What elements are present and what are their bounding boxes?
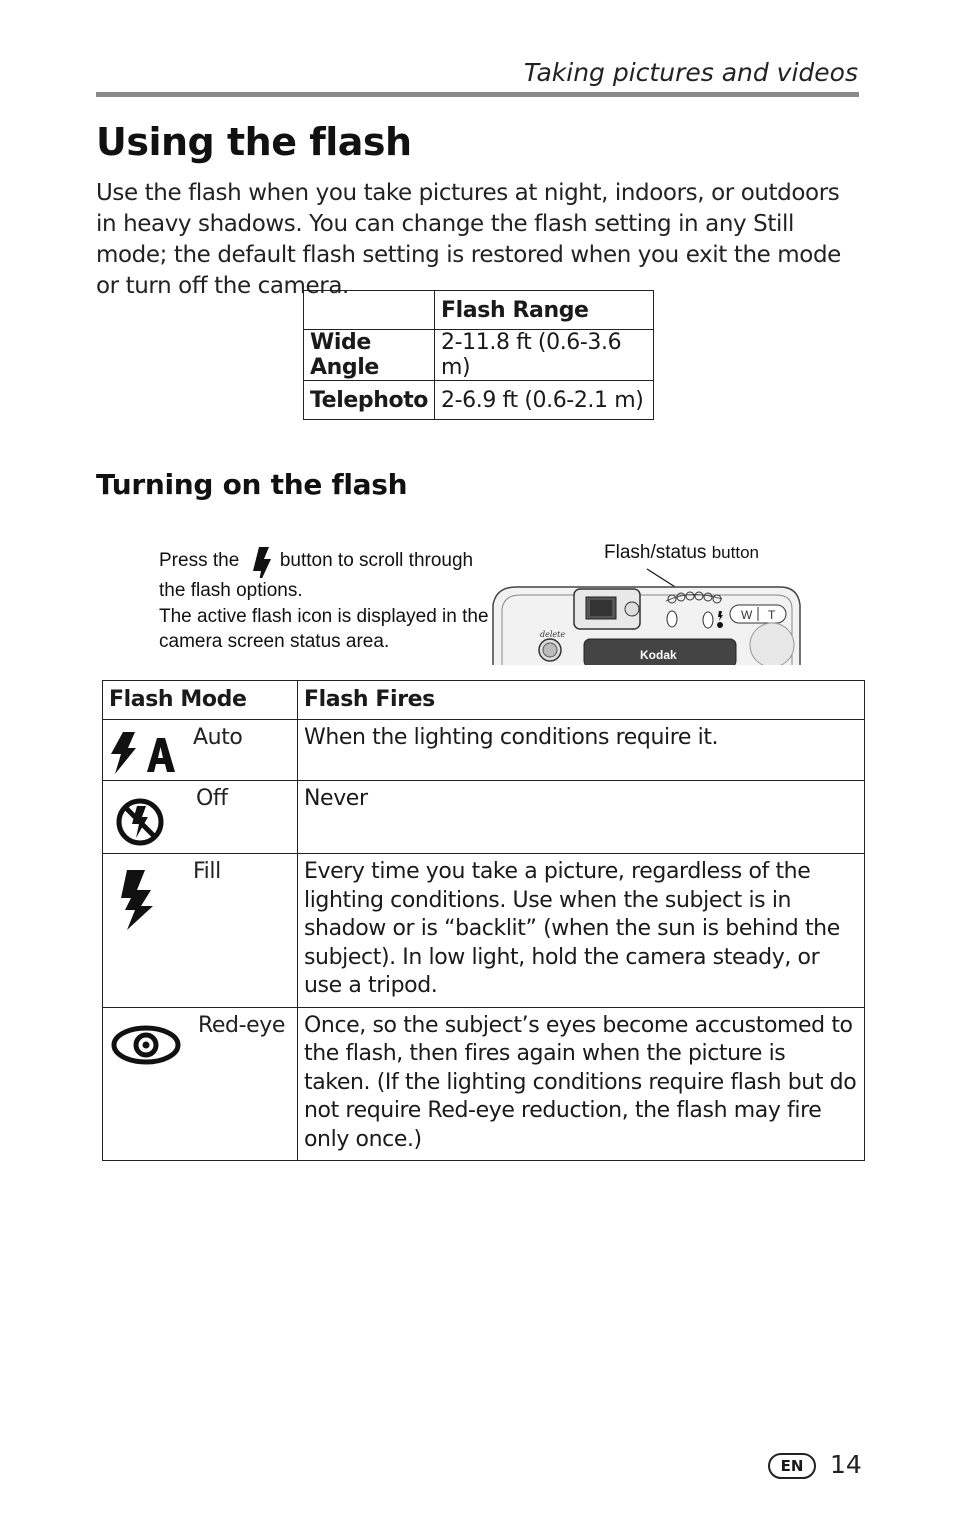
flash-off-icon	[115, 797, 165, 847]
flash-range-table	[303, 290, 654, 420]
mode-cell	[103, 1007, 298, 1161]
range-value: 2-6.9 ft (0.6-2.1 m)	[435, 381, 654, 420]
mode-cell	[103, 720, 298, 781]
fires-cell: Every time you take a picture, regardless of the lighting conditions. Use when the subject is in shadow or is “backlit” (when the sun is behind the subject). In low light, hold the camera steady, or use a tripod.	[298, 854, 865, 1008]
subsection-title: Turning on the flash	[96, 468, 408, 501]
table-row	[103, 854, 865, 1008]
running-head: Taking pictures and videos	[523, 58, 858, 87]
language-badge: EN	[768, 1453, 816, 1479]
fires-cell: Once, so the subject’s eyes become accustomed to the flash, then fires again when the picture is taken. (If the lighting conditions require flash but do not require Red-eye reduction, the flash may fire only once.)	[298, 1007, 865, 1161]
table-row	[103, 720, 865, 781]
caption-line2-text: The active flash icon is displayed in the camera screen status area.	[159, 605, 489, 652]
mode-name: Red-eye	[198, 1012, 286, 1038]
flash-fill-icon	[119, 870, 161, 930]
instruction-caption	[159, 538, 489, 655]
red-eye-icon	[111, 1024, 181, 1066]
range-value: 2-11.8 ft (0.6-3.6 m)	[435, 330, 654, 381]
range-label: Telephoto	[304, 381, 435, 420]
table-row	[304, 381, 654, 420]
page-title: Using the flash	[96, 120, 412, 164]
header-rule	[96, 92, 859, 97]
flash-bolt-icon	[245, 538, 275, 578]
callout-small: button	[711, 543, 759, 562]
header-cell: Flash Mode	[103, 681, 298, 720]
table-row	[103, 781, 865, 854]
header-cell: Flash Range	[435, 291, 654, 330]
delete-label: delete	[540, 630, 566, 639]
camera-callout-label	[604, 542, 759, 564]
flash-auto-icon	[109, 732, 177, 774]
caption-press-text: Press the	[159, 550, 240, 571]
mode-name: Fill	[193, 859, 221, 884]
zoom-t-label: T	[768, 608, 776, 622]
fires-cell: When the lighting conditions require it.	[298, 720, 865, 781]
mode-cell	[103, 854, 298, 1008]
mode-name: Auto	[193, 725, 243, 750]
table-row	[304, 330, 654, 381]
camera-illustration	[490, 565, 802, 665]
header-cell	[304, 291, 435, 330]
mode-name: Off	[196, 786, 228, 811]
callout-main: Flash/status	[604, 542, 707, 563]
flash-mode-table	[102, 680, 865, 1161]
table-header-row	[103, 681, 865, 720]
mode-cell	[103, 781, 298, 854]
intro-paragraph: Use the flash when you take pictures at night, indoors, or outdoors in heavy shadows. You can change the flash setting in any Still mode; the default flash setting is restored when you exit the mode or turn off the camera.	[96, 180, 841, 299]
table-header-row	[304, 291, 654, 330]
header-cell: Flash Fires	[298, 681, 865, 720]
page-number: 14	[830, 1450, 862, 1479]
zoom-w-label: W	[741, 608, 753, 622]
brand-label: Kodak	[640, 648, 677, 662]
range-label: Wide Angle	[304, 330, 435, 381]
caption-rest-text: button to scroll through the flash options.	[159, 550, 474, 601]
fires-cell: Never	[298, 781, 865, 854]
table-row	[103, 1007, 865, 1161]
